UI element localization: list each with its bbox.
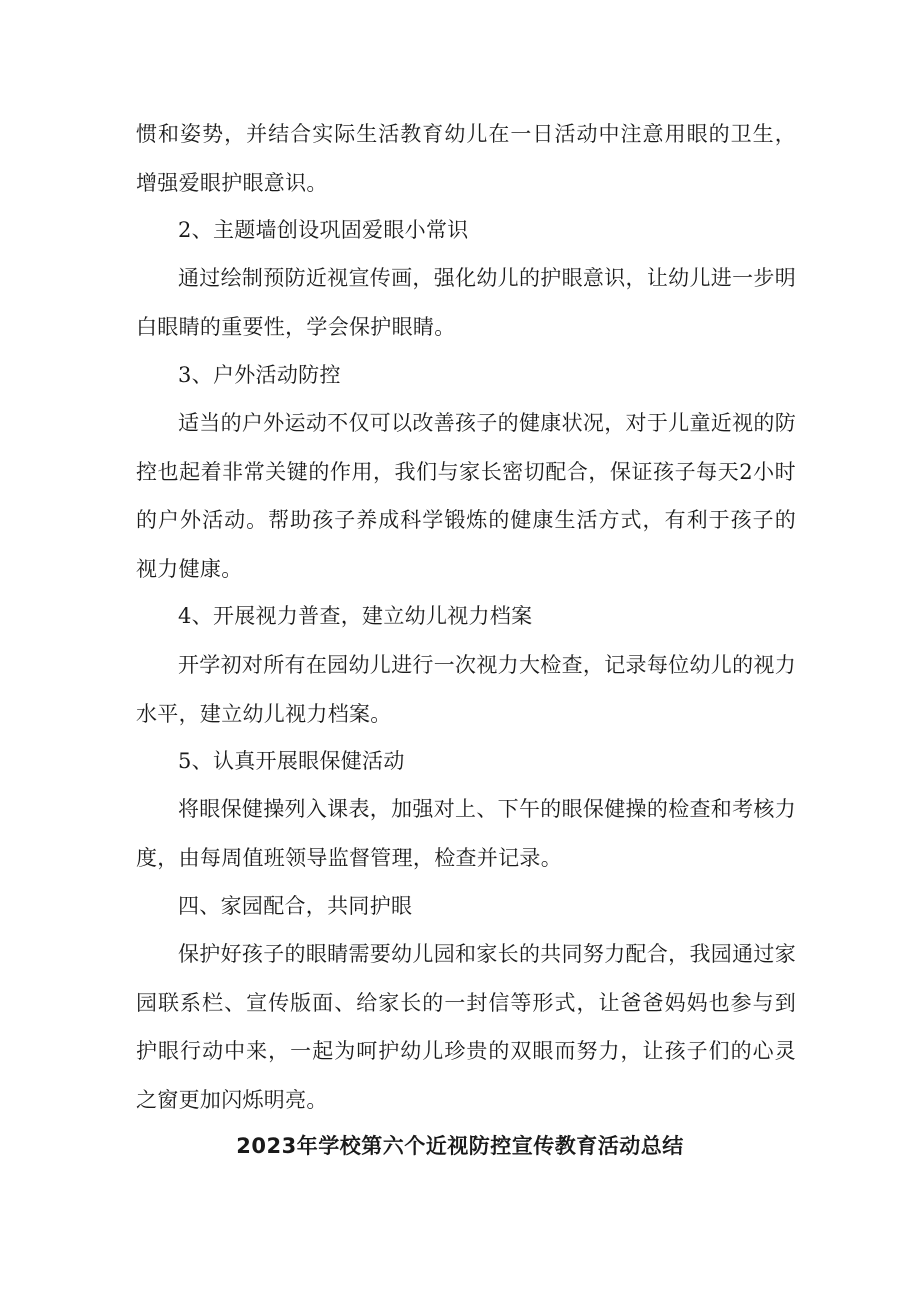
paragraph-theme-wall: 通过绘制预防近视宣传画，强化幼儿的护眼意识，让幼儿进一步明白眼睛的重要性，学会保护眼睛。 [136,266,796,339]
paragraph-eye-habits-continued: 惯和姿势，并结合实际生活教育幼儿在一日活动中注意用眼的卫生，增强爱眼护眼意识。 [136,122,796,195]
section-heading-eye-exercises: 5、认真开展眼保健活动 [178,749,405,773]
paragraph-eye-exercises: 将眼保健操列入课表，加强对上、下午的眼保健操的检查和考核力度，由每周值班领导监督管理，检查并记录。 [136,797,796,870]
section-heading-outdoor-activities: 3、户外活动防控 [178,363,341,387]
paragraph-outdoor-activities: 适当的户外运动不仅可以改善孩子的健康状况，对于儿童近视的防控也起着非常关键的作用，我们与家长密切配合，保证孩子每天2小时的户外活动。帮助孩子养成科学锻炼的健康生活方式，有利于孩子的视力健康。 [136,411,796,581]
paragraph-home-school-cooperation: 保护好孩子的眼睛需要幼儿园和家长的共同努力配合，我园通过家园联系栏、宣传版面、给家长的一封信等形式，让爸爸妈妈也参与到护眼行动中来，一起为呵护幼儿珍贵的双眼而努力，让孩子们的心灵之窗更加闪烁明亮。 [136,942,796,1112]
paragraph-vision-screening: 开学初对所有在园幼儿进行一次视力大检查，记录每位幼儿的视力水平，建立幼儿视力档案。 [136,653,796,726]
document-title: 2023年学校第六个近视防控宣传教育活动总结 [236,1134,684,1158]
section-heading-home-school-cooperation: 四、家园配合，共同护眼 [178,894,413,918]
section-heading-theme-wall: 2、主题墙创设巩固爱眼小常识 [178,218,469,242]
section-heading-vision-screening: 4、开展视力普查，建立幼儿视力档案 [178,604,533,628]
